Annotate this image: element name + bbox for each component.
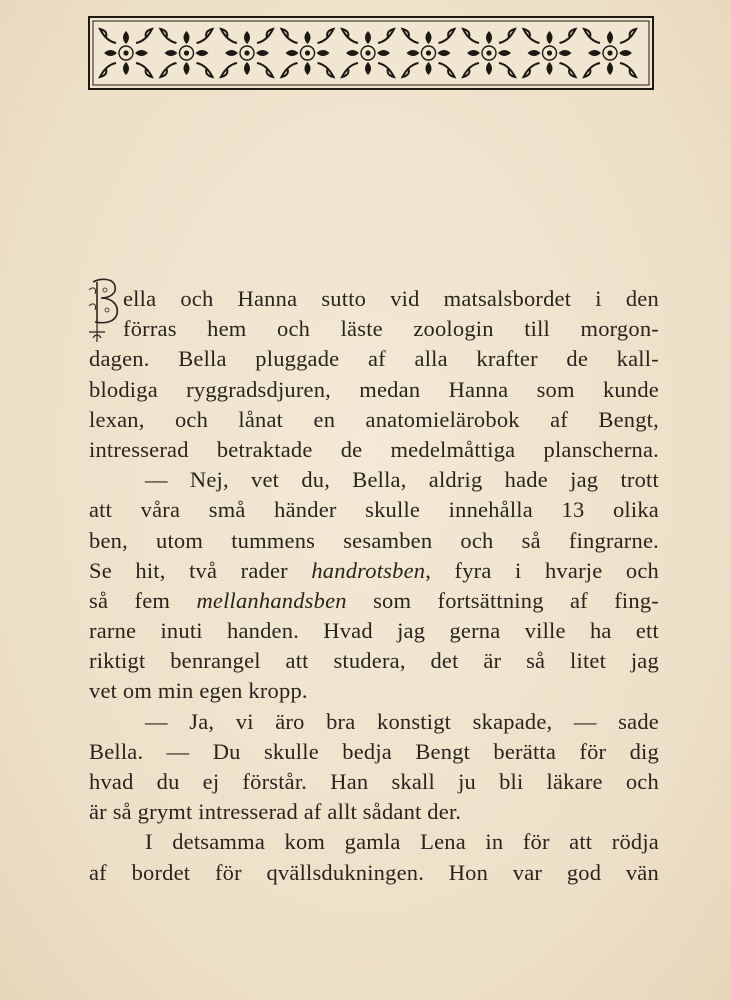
word: ju bbox=[458, 769, 476, 794]
word: detsamma bbox=[172, 829, 266, 855]
text-line bbox=[89, 284, 659, 314]
paragraph-3 bbox=[89, 707, 659, 828]
word: var bbox=[512, 859, 543, 885]
word: rödja bbox=[611, 829, 659, 855]
text-line bbox=[89, 827, 659, 857]
word: fem bbox=[134, 587, 171, 613]
word: Hvad bbox=[323, 618, 373, 644]
word: för bbox=[214, 859, 242, 885]
word: ella bbox=[123, 286, 157, 311]
word: anatomielärobok bbox=[365, 406, 520, 432]
word: ett bbox=[635, 618, 659, 644]
word: medan bbox=[359, 376, 421, 402]
word: — bbox=[573, 708, 597, 734]
word: ej bbox=[202, 769, 220, 794]
text-line bbox=[89, 375, 659, 405]
word: — bbox=[145, 467, 168, 493]
word: små bbox=[208, 497, 246, 523]
word: morgon- bbox=[580, 316, 659, 342]
word: 13 bbox=[561, 497, 585, 523]
word: af bbox=[89, 859, 107, 885]
word: innehålla bbox=[448, 497, 533, 523]
text-line bbox=[89, 435, 659, 465]
word: förstår. bbox=[242, 769, 308, 794]
word: och bbox=[180, 286, 214, 311]
bleed-through-text bbox=[520, 95, 720, 295]
ornament-band bbox=[88, 16, 654, 90]
text-line bbox=[89, 646, 659, 676]
word: af bbox=[570, 587, 588, 613]
word: Nej, bbox=[189, 467, 229, 493]
paragraph-1 bbox=[89, 284, 659, 465]
body-text bbox=[89, 284, 659, 888]
word: bli bbox=[499, 769, 524, 794]
word: zoologin bbox=[413, 316, 494, 342]
word: fortsättning bbox=[437, 587, 544, 613]
word: god bbox=[566, 859, 602, 885]
word: fyra bbox=[454, 557, 492, 583]
word: hvad bbox=[89, 769, 134, 794]
text-line bbox=[89, 707, 659, 737]
word: krafter bbox=[476, 346, 538, 372]
word: ha bbox=[589, 618, 612, 644]
word: så bbox=[526, 648, 546, 674]
word: gerna bbox=[449, 618, 501, 644]
word: aldrig bbox=[428, 467, 483, 493]
word: att bbox=[569, 829, 593, 855]
word: och bbox=[277, 316, 311, 342]
paragraph-4 bbox=[89, 827, 659, 887]
word: inuti bbox=[160, 618, 203, 644]
text-line: vet om min egen kropp. bbox=[89, 678, 308, 704]
word: Hanna bbox=[448, 376, 509, 402]
word: kunde bbox=[602, 376, 659, 402]
word: för bbox=[579, 738, 607, 764]
word: Se bbox=[89, 557, 112, 583]
word: tummens bbox=[231, 527, 316, 553]
word: är bbox=[483, 648, 502, 674]
word: hem bbox=[207, 316, 247, 342]
text-line bbox=[89, 586, 659, 616]
word: gamla bbox=[344, 829, 401, 855]
word: I bbox=[145, 829, 153, 855]
word: som bbox=[536, 376, 575, 402]
word: den bbox=[625, 286, 659, 311]
word: i bbox=[595, 286, 602, 311]
word: jag bbox=[397, 618, 426, 644]
word: vän bbox=[625, 859, 659, 885]
word: berätta bbox=[493, 738, 557, 764]
word: ville bbox=[524, 618, 566, 644]
word: kall- bbox=[616, 346, 659, 372]
word: läste bbox=[340, 316, 383, 342]
word: sade bbox=[618, 708, 659, 734]
word: så bbox=[89, 587, 109, 613]
word: benrangel bbox=[170, 648, 261, 674]
word: vid bbox=[390, 286, 420, 311]
word: du bbox=[156, 769, 180, 794]
word: matsalsbordet bbox=[443, 286, 572, 311]
word: så bbox=[521, 527, 541, 553]
word: sutto bbox=[321, 286, 367, 311]
word: konstigt bbox=[377, 708, 452, 734]
word: som bbox=[373, 587, 412, 613]
text-line bbox=[89, 495, 659, 525]
word: riktigt bbox=[89, 648, 146, 674]
text-line bbox=[89, 616, 659, 646]
word: olika bbox=[612, 497, 659, 523]
word: det bbox=[430, 648, 459, 674]
word: qvällsdukningen. bbox=[266, 859, 425, 885]
word: till bbox=[524, 316, 550, 342]
word: Lena bbox=[420, 829, 466, 855]
word: intresserad bbox=[89, 436, 189, 462]
word: bordet bbox=[131, 859, 191, 885]
word: och bbox=[625, 769, 659, 794]
word: Bengt, bbox=[598, 406, 659, 432]
word: fing- bbox=[614, 587, 659, 613]
word: vet bbox=[251, 467, 280, 493]
word: medelmåttiga bbox=[390, 436, 516, 462]
word: bra bbox=[326, 708, 356, 734]
word: rarne bbox=[89, 618, 137, 644]
word: Bengt bbox=[415, 738, 471, 764]
text-line bbox=[89, 526, 659, 556]
word: händer bbox=[274, 497, 337, 523]
word: två bbox=[189, 557, 218, 583]
word: lexan, bbox=[89, 406, 145, 432]
word: och bbox=[625, 557, 659, 583]
word: skall bbox=[391, 769, 435, 794]
word: ben, bbox=[89, 527, 128, 553]
word: äro bbox=[275, 708, 305, 734]
word: att bbox=[89, 497, 113, 523]
word: Bella, bbox=[352, 467, 407, 493]
word: betraktade bbox=[216, 436, 313, 462]
word: kom bbox=[284, 829, 326, 855]
word: Hon bbox=[448, 859, 489, 885]
word: af bbox=[368, 346, 386, 372]
word: de bbox=[566, 346, 589, 372]
word: Du bbox=[212, 738, 241, 764]
text-line bbox=[89, 465, 659, 495]
word: pluggade bbox=[255, 346, 340, 372]
word: Bella. bbox=[89, 738, 144, 764]
word: jag bbox=[630, 648, 659, 674]
word: Han bbox=[330, 769, 369, 794]
text-line bbox=[89, 405, 659, 435]
word: litet bbox=[570, 648, 607, 674]
word: trott bbox=[620, 467, 659, 493]
text-line bbox=[89, 767, 659, 797]
word: planscherna. bbox=[543, 436, 659, 462]
word: dig bbox=[629, 738, 659, 764]
word: in bbox=[485, 829, 504, 855]
word: — bbox=[145, 708, 168, 734]
word: lånat bbox=[238, 406, 284, 432]
word: hvarje bbox=[544, 557, 603, 583]
word: för bbox=[522, 829, 550, 855]
text-line: är så grymt intresserad af allt sådant der. bbox=[89, 799, 462, 825]
text-line bbox=[89, 737, 659, 767]
word: läkare bbox=[546, 769, 603, 794]
word: skulle bbox=[263, 738, 319, 764]
dropcap-b-ornament bbox=[87, 276, 127, 346]
word: och bbox=[174, 406, 209, 432]
paragraph-2 bbox=[89, 465, 659, 707]
word: handrotsben, bbox=[311, 557, 432, 583]
word: sesamben bbox=[343, 527, 433, 553]
word: fingrarne. bbox=[568, 527, 659, 553]
word: och bbox=[460, 527, 494, 553]
word: handen. bbox=[227, 618, 300, 644]
word: bedja bbox=[342, 738, 392, 764]
word: dagen. bbox=[89, 346, 150, 372]
word: en bbox=[313, 406, 336, 432]
word: du, bbox=[301, 467, 331, 493]
word: — bbox=[166, 738, 190, 764]
word: i bbox=[515, 557, 522, 583]
word: blodiga bbox=[89, 376, 158, 402]
text-line bbox=[89, 314, 659, 344]
word: att bbox=[285, 648, 309, 674]
word: Bella bbox=[178, 346, 227, 372]
text-line bbox=[89, 556, 659, 586]
word: mellanhandsben bbox=[196, 587, 347, 613]
word: våra bbox=[140, 497, 181, 523]
word: hade bbox=[504, 467, 548, 493]
word: vi bbox=[235, 708, 254, 734]
word: alla bbox=[414, 346, 448, 372]
word: Hanna bbox=[237, 286, 298, 311]
word: skapade, bbox=[472, 708, 553, 734]
word: skulle bbox=[365, 497, 421, 523]
word: af bbox=[550, 406, 568, 432]
word: ryggradsdjuren, bbox=[186, 376, 332, 402]
text-line bbox=[89, 858, 659, 888]
word: utom bbox=[156, 527, 204, 553]
word: jag bbox=[570, 467, 599, 493]
word: förras bbox=[123, 316, 177, 342]
word: hit, bbox=[135, 557, 166, 583]
word: rader bbox=[240, 557, 288, 583]
word: de bbox=[340, 436, 363, 462]
word: Ja, bbox=[189, 708, 215, 734]
word: studera, bbox=[333, 648, 406, 674]
text-line bbox=[89, 344, 659, 374]
